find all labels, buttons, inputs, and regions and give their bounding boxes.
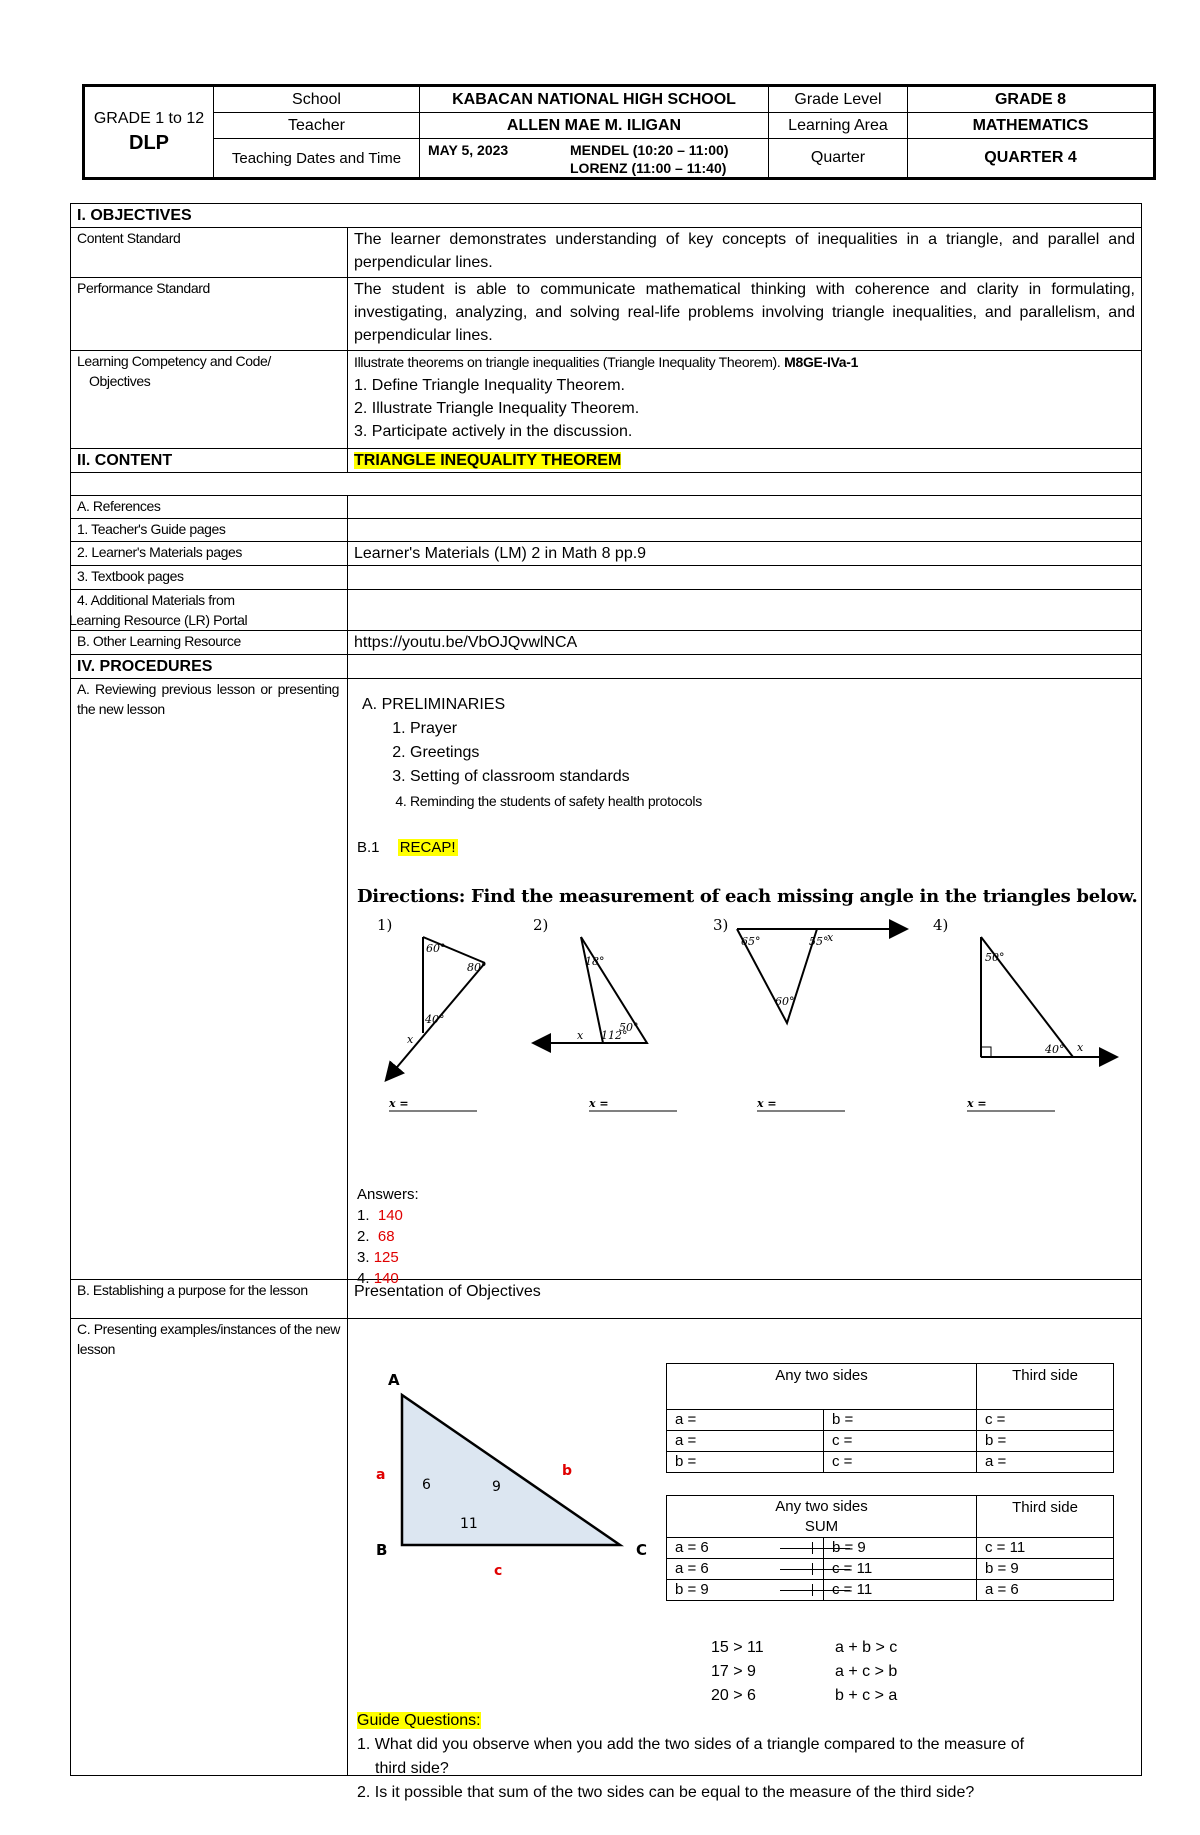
two-sides-table xyxy=(666,1363,1114,1473)
vertex-c-label: C xyxy=(636,1541,648,1559)
inequality-row xyxy=(711,1684,897,1708)
angle-label: 40° xyxy=(1045,1043,1065,1056)
triangle-number: 1) xyxy=(377,916,393,934)
additional-materials-value xyxy=(348,590,1142,631)
preliminaries-block xyxy=(362,693,702,813)
answer-item: 2. 68 xyxy=(357,1228,395,1245)
table-cell-value: c = 11 xyxy=(832,1581,873,1598)
purpose-label: B. Establishing a purpose for the lesson xyxy=(71,1280,348,1319)
table-cell: a = xyxy=(977,1452,1114,1473)
angle-label: 50° xyxy=(985,951,1005,964)
objective-item: 1. Define Triangle Inequality Theorem. xyxy=(354,377,625,394)
third-side-header: Third side xyxy=(977,1364,1114,1410)
table-cell: b = xyxy=(977,1431,1114,1452)
angle-label: 55° xyxy=(809,935,829,948)
recap-triangles-figure xyxy=(357,915,1137,1115)
sum-table xyxy=(666,1495,1114,1601)
content-standard-label: Content Standard xyxy=(71,228,348,278)
review-label: A. Reviewing previous lesson or presenting the new lesson xyxy=(71,679,348,1280)
inequalities-block xyxy=(711,1636,897,1708)
dlp-title: DLP xyxy=(129,131,169,154)
table-cell: a = 6 xyxy=(977,1580,1114,1601)
recap-triangle-1 xyxy=(377,916,487,1111)
teacher-value: ALLEN MAE M. ILIGAN xyxy=(420,113,769,139)
recap-directions: Directions: Find the measurement of each missing angle in the triangles below. xyxy=(357,886,1138,907)
section-lorenz: LORENZ (11:00 – 11:40) xyxy=(570,160,727,176)
sum-subheader: SUM xyxy=(804,1517,839,1535)
preliminary-item: 4. Reminding the students of safety health protocols xyxy=(410,789,702,813)
table-cell: c = xyxy=(824,1452,977,1473)
textbook-value xyxy=(348,566,1142,590)
x-blank-label: x = xyxy=(967,1097,987,1110)
table-cell: c = 11 xyxy=(977,1538,1114,1559)
answers-label: Answers: xyxy=(357,1186,419,1203)
table-cell xyxy=(824,1559,977,1580)
side-c-label: c xyxy=(494,1563,503,1575)
triangle-number: 2) xyxy=(533,916,549,934)
table-cell: b = xyxy=(667,1452,824,1473)
school-label: School xyxy=(214,86,420,113)
competency-code: M8GE-IVa-1 xyxy=(784,354,859,370)
any-two-sides-header: Any two sides xyxy=(667,1364,977,1410)
guide-questions-label: Guide Questions: xyxy=(357,1712,481,1729)
angle-label: 18° xyxy=(585,955,605,968)
objective-item: 3. Participate actively in the discussion. xyxy=(354,423,633,440)
table-cell xyxy=(824,1538,977,1559)
table-cell: b = 9 xyxy=(667,1580,824,1601)
triangle-abc xyxy=(402,1395,620,1545)
content-standard-text: The learner demonstrates understanding of key concepts of inequalities in a triangle, and parallel and perpendicular lines. xyxy=(348,228,1142,278)
teaching-date: MAY 5, 2023 xyxy=(428,142,509,158)
inequality-numeric: 20 > 6 xyxy=(711,1687,756,1704)
table-cell xyxy=(824,1580,977,1601)
x-blank-label: x = xyxy=(757,1097,777,1110)
quarter-value: QUARTER 4 xyxy=(908,139,1155,179)
angle-label: 65° xyxy=(741,935,761,948)
section-mendel: MENDEL (10:20 – 11:00) xyxy=(570,142,729,158)
table-cell: c = xyxy=(824,1431,977,1452)
competency-statement: Illustrate theorems on triangle inequalities (Triangle Inequality Theorem). xyxy=(354,354,781,370)
recap-triangle-2 xyxy=(533,916,677,1111)
procedures-heading-blank xyxy=(348,655,1142,679)
learning-area-label: Learning Area xyxy=(769,113,908,139)
competency-label xyxy=(71,351,348,449)
side-b-label: b xyxy=(562,1463,573,1479)
teacher-label: Teacher xyxy=(214,113,420,139)
school-value: KABACAN NATIONAL HIGH SCHOOL xyxy=(420,86,769,113)
inequality-symbolic: a + b > c xyxy=(835,1639,898,1656)
preliminaries-title: A. PRELIMINARIES xyxy=(362,696,506,713)
blank-row xyxy=(71,473,1142,496)
recap-triangle-4 xyxy=(933,916,1115,1111)
additional-materials-label xyxy=(71,590,348,631)
dlp-header-table xyxy=(82,84,1156,180)
inequality-numeric: 15 > 11 xyxy=(711,1639,764,1656)
triangle-number: 3) xyxy=(713,916,729,934)
recap-number: B.1 xyxy=(357,839,380,856)
triangle-abc-figure xyxy=(370,1365,660,1575)
sum-header xyxy=(667,1496,977,1538)
angle-label: 112° xyxy=(601,1029,628,1042)
additional-materials-line1: 4. Additional Materials from xyxy=(77,592,235,608)
side-b-value: 9 xyxy=(492,1479,501,1495)
references-value xyxy=(348,496,1142,519)
x-blank-label: x = xyxy=(389,1097,409,1110)
teachers-guide-value xyxy=(348,519,1142,542)
inequality-row xyxy=(711,1660,897,1684)
inequality-row xyxy=(711,1636,897,1660)
answer-item: 1. 140 xyxy=(357,1207,403,1224)
guide-question-1-cont: third side? xyxy=(375,1760,449,1777)
recap-answers xyxy=(357,1184,419,1289)
side-c-value: 11 xyxy=(460,1516,478,1532)
answer-value: 68 xyxy=(377,1228,395,1245)
learners-materials-value: Learner's Materials (LM) 2 in Math 8 pp.9 xyxy=(348,542,1142,566)
angle-label: x xyxy=(407,1033,414,1046)
other-resource-label: B. Other Learning Resource xyxy=(71,631,348,655)
content-topic-cell xyxy=(348,449,1142,473)
table-cell: a = 6 xyxy=(667,1538,824,1559)
learning-area-value: MATHEMATICS xyxy=(908,113,1155,139)
objectives-heading: I. OBJECTIVES xyxy=(71,204,1142,228)
table-cell: a = xyxy=(667,1410,824,1431)
procedures-heading: IV. PROCEDURES xyxy=(71,655,348,679)
preliminary-item: 1. Prayer xyxy=(410,717,702,741)
answer-value: 140 xyxy=(377,1207,403,1224)
table-cell: b = 9 xyxy=(977,1559,1114,1580)
competency-cell xyxy=(348,351,1142,449)
preliminary-item: 3. Setting of classroom standards xyxy=(410,765,702,789)
side-a-value: 6 xyxy=(422,1477,431,1493)
dates-label: Teaching Dates and Time xyxy=(214,139,420,179)
preliminary-item: 2. Greetings xyxy=(410,741,702,765)
recap-triangle-3 xyxy=(713,916,905,1111)
angle-label: 50° xyxy=(619,1021,639,1034)
grade-dlp-cell xyxy=(84,86,214,179)
angle-label: x xyxy=(827,931,834,944)
guide-questions xyxy=(357,1709,1129,1805)
guide-question-2: 2. Is it possible that sum of the two sides can be equal to the measure of the third side? xyxy=(357,1784,975,1801)
vertex-a-label: A xyxy=(388,1371,400,1389)
additional-materials-line2: Learning Resource (LR) Portal xyxy=(69,612,248,628)
objective-item: 2. Illustrate Triangle Inequality Theorem. xyxy=(354,400,640,417)
recap-line xyxy=(357,839,458,856)
grade-level-label: Grade Level xyxy=(769,86,908,113)
other-resource-link[interactable]: https://youtu.be/VbOJQvwlNCA xyxy=(348,631,1142,655)
third-side-header: Third side xyxy=(977,1496,1114,1538)
x-blank-label: x = xyxy=(589,1097,609,1110)
purpose-value: Presentation of Objectives xyxy=(348,1280,1142,1319)
angle-label: 60° xyxy=(775,995,795,1008)
teachers-guide-label: 1. Teacher's Guide pages xyxy=(71,519,348,542)
answer-value: 140 xyxy=(373,1270,399,1287)
table-cell: b = xyxy=(824,1410,977,1431)
textbook-label: 3. Textbook pages xyxy=(71,566,348,590)
answer-item: 3. 125 xyxy=(357,1249,399,1266)
angle-label: 80° xyxy=(467,961,487,974)
grade-range: GRADE 1 to 12 xyxy=(93,109,205,127)
angle-label: x xyxy=(1077,1041,1084,1054)
performance-standard-text: The student is able to communicate mathematical thinking with coherence and clarity in formulating, investigating, analyzing, and solving real-life problems involving triangle inequalities, and parallelism, and perpendicular lines. xyxy=(348,278,1142,351)
table-cell-value: b = 9 xyxy=(832,1539,866,1556)
angle-label: x xyxy=(577,1029,584,1042)
grade-level-value: GRADE 8 xyxy=(908,86,1155,113)
content-heading: II. CONTENT xyxy=(71,449,348,473)
competency-label-line1: Learning Competency and Code/ xyxy=(77,353,271,369)
answer-value: 125 xyxy=(373,1249,399,1266)
recap-label: RECAP! xyxy=(399,839,456,856)
answer-item: 4. 140 xyxy=(357,1270,399,1287)
angle-label: 60° xyxy=(426,942,446,955)
table-cell: a = 6 xyxy=(667,1559,824,1580)
performance-standard-label: Performance Standard xyxy=(71,278,348,351)
side-a-label: a xyxy=(376,1467,386,1483)
dates-value xyxy=(420,139,769,179)
competency-text xyxy=(354,351,1135,374)
learners-materials-label: 2. Learner's Materials pages xyxy=(71,542,348,566)
content-topic: TRIANGLE INEQUALITY THEOREM xyxy=(354,452,622,469)
inequality-symbolic: b + c > a xyxy=(835,1687,898,1704)
table-cell: c = xyxy=(977,1410,1114,1431)
table-cell: a = xyxy=(667,1431,824,1452)
competency-label-line2: Objectives xyxy=(89,373,151,389)
quarter-label: Quarter xyxy=(769,139,908,179)
table-cell-value: c = 11 xyxy=(832,1560,873,1577)
angle-label: 40° xyxy=(425,1013,445,1026)
vertex-b-label: B xyxy=(376,1541,388,1559)
guide-question-1: 1. What did you observe when you add the two sides of a triangle compared to the measure of xyxy=(357,1736,1025,1753)
inequality-numeric: 17 > 9 xyxy=(711,1663,756,1680)
triangle-number: 4) xyxy=(933,916,949,934)
any-two-sides-header: Any two sides xyxy=(775,1497,868,1515)
references-label: A. References xyxy=(71,496,348,519)
examples-label: C. Presenting examples/instances of the new lesson xyxy=(71,1319,348,1776)
inequality-symbolic: a + c > b xyxy=(835,1663,898,1680)
